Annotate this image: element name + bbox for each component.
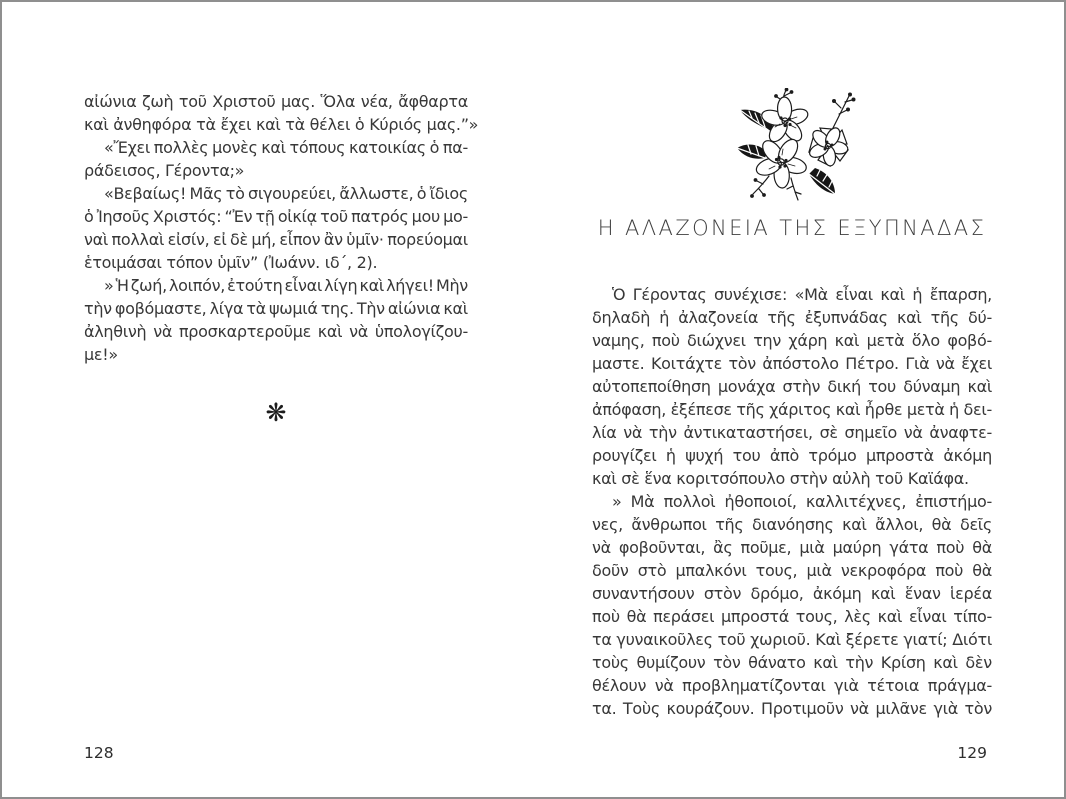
text-line: καὶ ἀνθηφόρα τὰ ἔχει καὶ τὰ θέλει ὁ Κύριός μας.”» (84, 115, 479, 134)
text-line: λία νὰ τὴν ἀντικαταστήσει, σὲ σημεῖο νὰ ἀναφτε- (592, 423, 992, 442)
text-line: νὰ φοβοῦνται, ἂς ποῦμε, μιὰ μαύρη γάτα ποὺ θὰ (592, 538, 992, 557)
text-line: «Ἔχει πολλὲς μονὲς καὶ τόπους κατοικίας ὁ πα- (104, 138, 468, 157)
text-line: δοῦν στὸ μπαλκόνι τους, μιὰ νεκροφόρα ποὺ θὰ (592, 561, 992, 580)
text-line: ναμης, ποὺ διώχνει την χάρη καὶ μετὰ ὅλο φοβό- (592, 331, 992, 350)
text-line: τα. Τοὺς κουράζουν. Προτιμοῦν νὰ μιλᾶνε γιὰ τὸν (592, 699, 992, 718)
text-line: » Μὰ πολλοὶ ἠθοποιοί, καλλιτέχνες, ἐπιστήμο- (612, 492, 992, 511)
text-line: αἰώνια ζωὴ τοῦ Χριστοῦ μας. Ὅλα νέα, ἄφθαρτα (84, 92, 468, 111)
text-line: ναὶ πολλαὶ εἰσίν, εἰ δὲ μή, εἶπον ἂν ὑμῖν· πορεύομαι (84, 230, 468, 249)
left-page-number: 128 (84, 744, 114, 762)
text-line: «Βεβαίως! Μᾶς τὸ σιγουρεύει, ἄλλωστε, ὁ ἴδιος (104, 184, 468, 203)
sprig-top-right (832, 93, 855, 130)
right-page-number: 129 (957, 744, 987, 762)
chapter-title: Η ΑΛΑΖΟΝΕΙΑ ΤΗΣ ΕΞΥΠΝΑΔΑΣ (597, 216, 987, 240)
flower-bottom (754, 136, 808, 188)
right-page-text (592, 283, 992, 720)
flower-right (807, 126, 848, 167)
text-line: νες, ἄνθρωποι τῆς διανόησης καὶ ἄλλοι, θὰ δεῖς (592, 515, 992, 534)
text-line: μαστε. Κοιτάχτε τὸν ἀπόστολο Πέτρο. Γιὰ νὰ ἔχει (592, 354, 992, 373)
flower-bouquet-icon (735, 88, 865, 202)
left-page-text (84, 90, 479, 366)
text-line: ἀληθινὴ νὰ προσκαρτεροῦμε καὶ νὰ ὑπολογίζου- (84, 322, 468, 341)
text-line: ἀπόφαση, ἐξέπεσε τῆς χάριτος καὶ ἦρθε μετὰ ἡ δει- (592, 400, 992, 419)
text-line: ὁ Ἰησοῦς Χριστός: “Ἐν τῇ οἰκίᾳ τοῦ πατρός μου μο- (84, 207, 468, 226)
text-line: θέλουν νὰ προβληματίζονται γιὰ τέτοια πράγμα- (592, 676, 992, 695)
text-line: ρουγίζει ἡ ψυχή του ἀπὸ τρόμο μπροστὰ ἀκόμη (592, 446, 992, 465)
section-divider-ornament-icon: ❋ (265, 398, 287, 427)
text-line: με!» (84, 345, 118, 364)
text-line: συναντήσουν στὸν δρόμο, ἀκόμη καὶ ἕναν ἱερέα (592, 584, 992, 603)
flower-top-left (760, 97, 810, 145)
text-line: ράδεισος, Γέροντα;» (84, 161, 245, 180)
text-line: καὶ σὲ ἕνα κοριτσόπουλο στὴν αὐλὴ τοῦ Καϊάφα. (592, 469, 969, 488)
text-line: τοὺς θυμίζουν τὸν θάνατο καὶ τὴν Κρίση καὶ δὲν (592, 653, 992, 672)
text-line: αὐτοπεποίθηση μονάχα στὴν δική του δύναμη καὶ (592, 377, 992, 396)
text-line: τὴν φοβόμαστε, λίγα τὰ ψωμιά της. Τὴν αἰώνια καὶ (84, 299, 468, 318)
leaf-bottom-right (809, 168, 835, 194)
text-line: » Ἡ ζωή, λοιπόν, ἐτούτη εἶναι λίγη καὶ λήγει! Μὴν (104, 276, 468, 295)
text-line: Ὁ Γέροντας συνέχισε: «Μὰ εἶναι καὶ ἡ ἔπαρση, (612, 285, 992, 304)
text-line: δηλαδὴ ἡ ἀλαζονεία τῆς ἐξυπνάδας καὶ τῆς δύ- (592, 308, 992, 327)
text-line: ποὺ θὰ περάσει μπροστά τους, λὲς καὶ εἶναι τίπο- (592, 607, 992, 626)
text-line: τα γυναικοῦλες τοῦ χωριοῦ. Καὶ ξέρετε γιατί; Διότι (592, 630, 992, 649)
text-line: ἑτοιμάσαι τόπον ὑμῖν” (Ἰωάνν. ιδ´, 2). (84, 253, 378, 272)
